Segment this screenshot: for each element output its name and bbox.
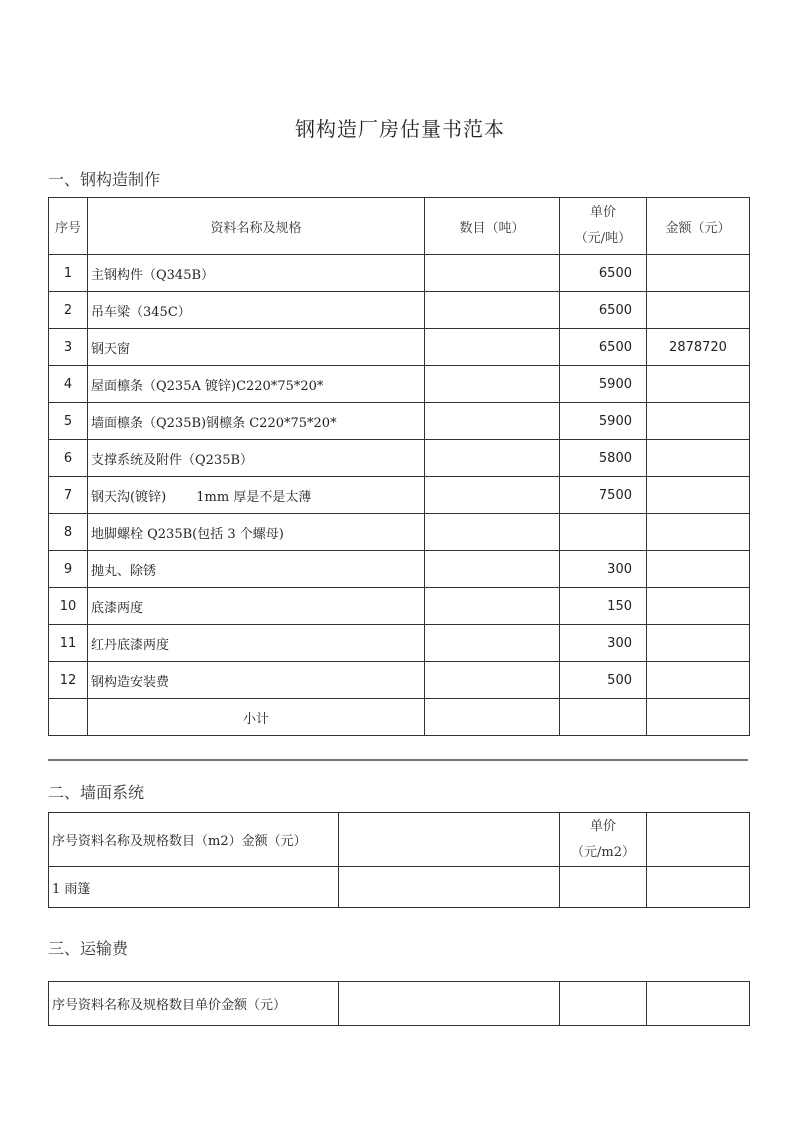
row-qty xyxy=(425,625,560,662)
row-seq: 12 xyxy=(49,662,88,699)
row-price: 6500 xyxy=(560,329,647,366)
row-qty xyxy=(425,366,560,403)
empty-cell xyxy=(647,982,750,1026)
table-row xyxy=(49,255,750,292)
empty-cell xyxy=(425,699,560,736)
empty-cell xyxy=(647,867,750,908)
row-amount: 2878720 xyxy=(647,329,750,366)
row-qty xyxy=(425,329,560,366)
section1-heading: 一、钢构造制作 xyxy=(48,170,161,189)
section-divider xyxy=(48,759,748,761)
table-row xyxy=(49,551,750,588)
table-row xyxy=(49,867,750,908)
row-seq: 10 xyxy=(49,588,88,625)
row-qty xyxy=(425,551,560,588)
row-amount xyxy=(647,477,750,514)
header-combined: 序号资料名称及规格数目（m2）金额（元） xyxy=(49,813,339,867)
row-price: 6500 xyxy=(560,292,647,329)
row-qty xyxy=(425,662,560,699)
table-header-row xyxy=(49,813,750,867)
row-amount xyxy=(647,366,750,403)
row-price: 7500 xyxy=(560,477,647,514)
table-row xyxy=(49,292,750,329)
row-seq: 8 xyxy=(49,514,88,551)
header-price xyxy=(560,198,647,255)
table-row xyxy=(49,588,750,625)
section2-heading: 二、墙面系统 xyxy=(48,783,145,802)
header-price xyxy=(560,813,647,867)
table-row xyxy=(49,329,750,366)
row-name: 主钢构件（Q345B） xyxy=(88,255,425,292)
row-amount xyxy=(647,588,750,625)
row-name: 钢天窗 xyxy=(88,329,425,366)
empty-cell xyxy=(49,699,88,736)
table-row xyxy=(49,625,750,662)
row-price: 5900 xyxy=(560,403,647,440)
header-price-line1: 单价 xyxy=(589,205,616,220)
row-qty xyxy=(425,440,560,477)
subtotal-label: 小计 xyxy=(88,699,425,736)
row-name: 屋面檩条（Q235A 镀锌)C220*75*20* xyxy=(88,366,425,403)
table-row xyxy=(49,477,750,514)
table-header-row xyxy=(49,982,750,1026)
subtotal-row xyxy=(49,699,750,736)
row-seq: 6 xyxy=(49,440,88,477)
row-price: 300 xyxy=(560,551,647,588)
row-qty xyxy=(425,255,560,292)
row-amount xyxy=(647,255,750,292)
row-price: 300 xyxy=(560,625,647,662)
empty-cell xyxy=(560,699,647,736)
row-amount xyxy=(647,514,750,551)
row-name: 地脚螺栓 Q235B(包括 3 个螺母) xyxy=(88,514,425,551)
row-seq: 1 xyxy=(49,255,88,292)
document-title: 钢构造厂房估量书范本 xyxy=(295,117,505,141)
row-qty xyxy=(425,403,560,440)
row-price xyxy=(560,514,647,551)
header-combined: 序号资料名称及规格数目单价金额（元） xyxy=(49,982,339,1026)
row-qty xyxy=(425,588,560,625)
table-row xyxy=(49,440,750,477)
row-seq: 4 xyxy=(49,366,88,403)
wall-system-table xyxy=(48,812,750,908)
empty-cell xyxy=(647,813,750,867)
steel-fabrication-table xyxy=(48,197,750,736)
row-amount xyxy=(647,292,750,329)
header-price-line2: （元/吨） xyxy=(574,231,632,246)
transport-fee-table xyxy=(48,981,750,1026)
row-qty xyxy=(425,477,560,514)
row-seq: 9 xyxy=(49,551,88,588)
row-name: 底漆两度 xyxy=(88,588,425,625)
row-price: 500 xyxy=(560,662,647,699)
empty-cell xyxy=(339,982,560,1026)
header-seq: 序号 xyxy=(49,198,88,255)
row-name: 墙面檩条（Q235B)钢檩条 C220*75*20* xyxy=(88,403,425,440)
header-price-line1: 单价 xyxy=(589,818,616,834)
row-seq: 5 xyxy=(49,403,88,440)
table-row xyxy=(49,662,750,699)
row-price: 5900 xyxy=(560,366,647,403)
row-amount xyxy=(647,551,750,588)
row-name: 吊车梁（345C） xyxy=(88,292,425,329)
empty-cell xyxy=(647,699,750,736)
row-price: 5800 xyxy=(560,440,647,477)
table-header-row xyxy=(49,198,750,255)
row-amount xyxy=(647,440,750,477)
row-name: 钢天沟(镀锌) 1mm 厚是不是太薄 xyxy=(88,477,425,514)
row-seq: 2 xyxy=(49,292,88,329)
table-row xyxy=(49,366,750,403)
section3-heading: 三、运输费 xyxy=(48,939,129,958)
row-amount xyxy=(647,662,750,699)
row-seq: 7 xyxy=(49,477,88,514)
row-name: 钢构造安装费 xyxy=(88,662,425,699)
row-qty xyxy=(425,514,560,551)
header-price-line2: （元/m2） xyxy=(571,844,635,860)
row-price: 6500 xyxy=(560,255,647,292)
row-seq-name: 1 雨篷 xyxy=(49,867,339,908)
row-name: 红丹底漆两度 xyxy=(88,625,425,662)
row-seq: 3 xyxy=(49,329,88,366)
table-row xyxy=(49,403,750,440)
header-amount: 金额（元） xyxy=(647,198,750,255)
header-name: 资料名称及规格 xyxy=(88,198,425,255)
row-qty xyxy=(425,292,560,329)
row-name: 抛丸、除锈 xyxy=(88,551,425,588)
header-qty: 数目（吨） xyxy=(425,198,560,255)
empty-cell xyxy=(560,982,647,1026)
empty-cell xyxy=(339,867,560,908)
row-seq: 11 xyxy=(49,625,88,662)
row-price: 150 xyxy=(560,588,647,625)
empty-cell xyxy=(560,867,647,908)
row-amount xyxy=(647,625,750,662)
row-name: 支撑系统及附件（Q235B） xyxy=(88,440,425,477)
table-row xyxy=(49,514,750,551)
empty-cell xyxy=(339,813,560,867)
row-amount xyxy=(647,403,750,440)
